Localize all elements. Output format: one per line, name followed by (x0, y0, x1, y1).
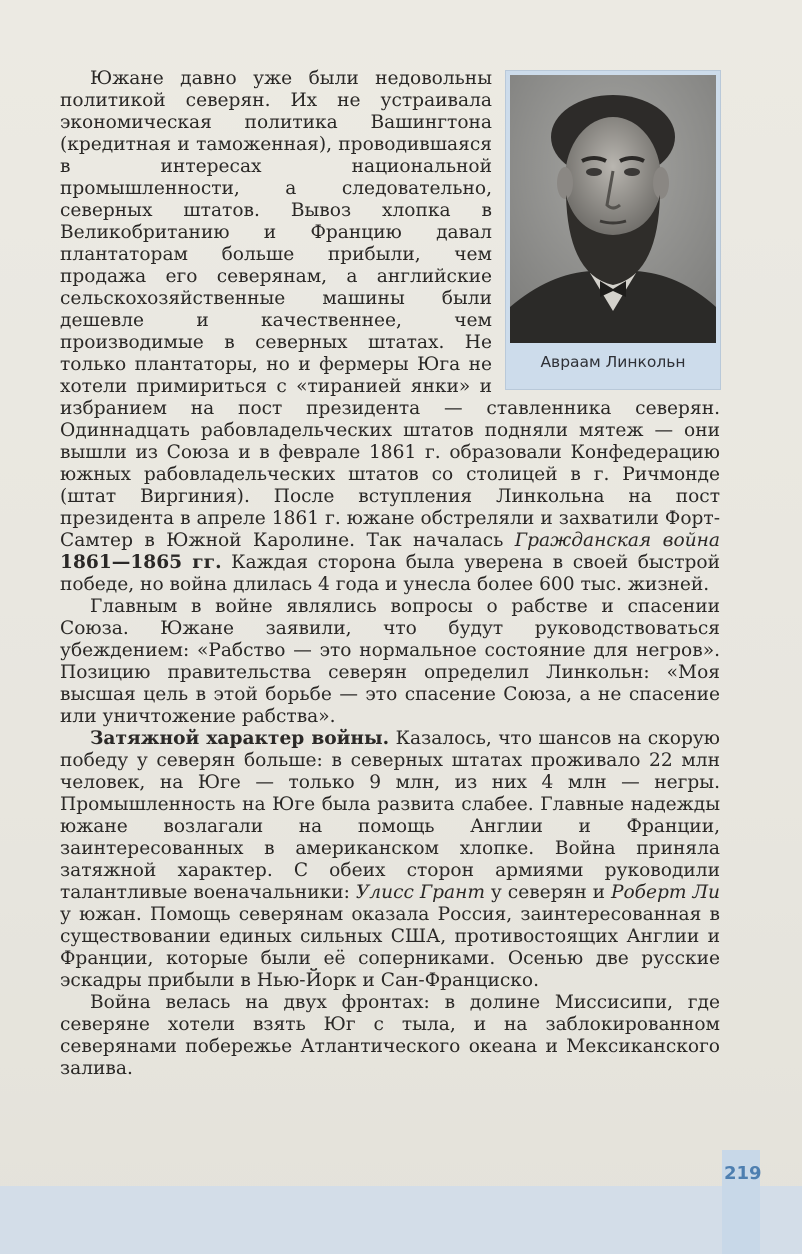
text-run: Южане давно уже были недовольны политикой северян. Их не устраивала экономическая политика Вашингтона (кредитная и таможенная), проводившаяся в интересах национальной промышленности, а следовательно, северных штатов. Вывоз хлопка в Великобританию и Францию давал плантаторам больше прибыли, чем продажа его северянам, а английские сельскохозяйственные машины были дешевле и качественнее, чем производимые в северных штатах. Не только плантаторы, но и фермеры Юга не хотели примириться с «тиранией янки» и избранием на пост президента — ставленника северян. Одиннадцать рабовладельческих штатов подняли мятеж — они вышли из Союза и в феврале 1861 г. образовали Конфедерацию южных рабовладельческих штатов со столицей в г. Ричмонде (штат Виргиния). После вступления Линкольна на пост президента в апреле 1861 г. южане обстреляли и захватили Форт-Самтер в Южной Каролине. Так началась (60, 68, 720, 551)
bold-text: 1861—1865 гг. (60, 552, 222, 573)
text-run: Казалось, что шансов на скорую победу у северян больше: в северных штатах проживало 22 млн человек, на Юге — только 9 млн, из них 4 млн — негры. Промышленность на Юге была развита слабее. Главные надежды южане возлагали на помощь Англии и Франции, заинтересованных в американском хлопке. Война приняла затяжной характер. С обеих сторон армиями руководили талантливые военачальники: (60, 728, 720, 903)
text-run: у южан. Помощь северянам оказала Россия, заинтересованная в существовании единых сильных США, противостоящих Англии и Франции, которые были её соперниками. Осенью две русские эскадры прибыли в Нью-Йорк и Сан-Франциско. (60, 904, 720, 991)
main-text (60, 68, 720, 1080)
text-run: Каждая сторона была уверена в своей быстрой победе, но война длилась 4 года и унесла более 600 тыс. жизней. (60, 552, 720, 595)
italic-term: Роберт Ли (610, 882, 720, 903)
paragraph (60, 596, 720, 728)
text-run: у северян и (485, 882, 611, 903)
italic-term: Улисс Грант (355, 882, 485, 903)
paragraph (60, 728, 720, 992)
text-run: Война велась на двух фронтах: в долине Миссисипи, где северяне хотели взять Юг с тыла, и на заблокированном северянами побережье Атлантического океана и Мексиканского залива. (60, 992, 720, 1079)
portrait-caption: Авраам Линкольн (540, 353, 686, 371)
italic-term: Гражданская война (514, 530, 721, 551)
page-number: 219 (724, 1163, 762, 1184)
bottom-margin-band (0, 1186, 802, 1254)
figure-wrap-spacer (492, 68, 720, 395)
text-run: Главным в войне являлись вопросы о рабстве и спасении Союза. Южане заявили, что будут руководствоваться убеждением: «Рабство — это нормальное состояние для негров». Позицию правительства северян определил Линкольн: «Моя высшая цель в этой борьбе — это спасение Союза, а не спасение или уничтожение рабства». (60, 596, 720, 727)
bold-text: Затяжной характер войны. (90, 728, 390, 749)
paragraph (60, 992, 720, 1080)
